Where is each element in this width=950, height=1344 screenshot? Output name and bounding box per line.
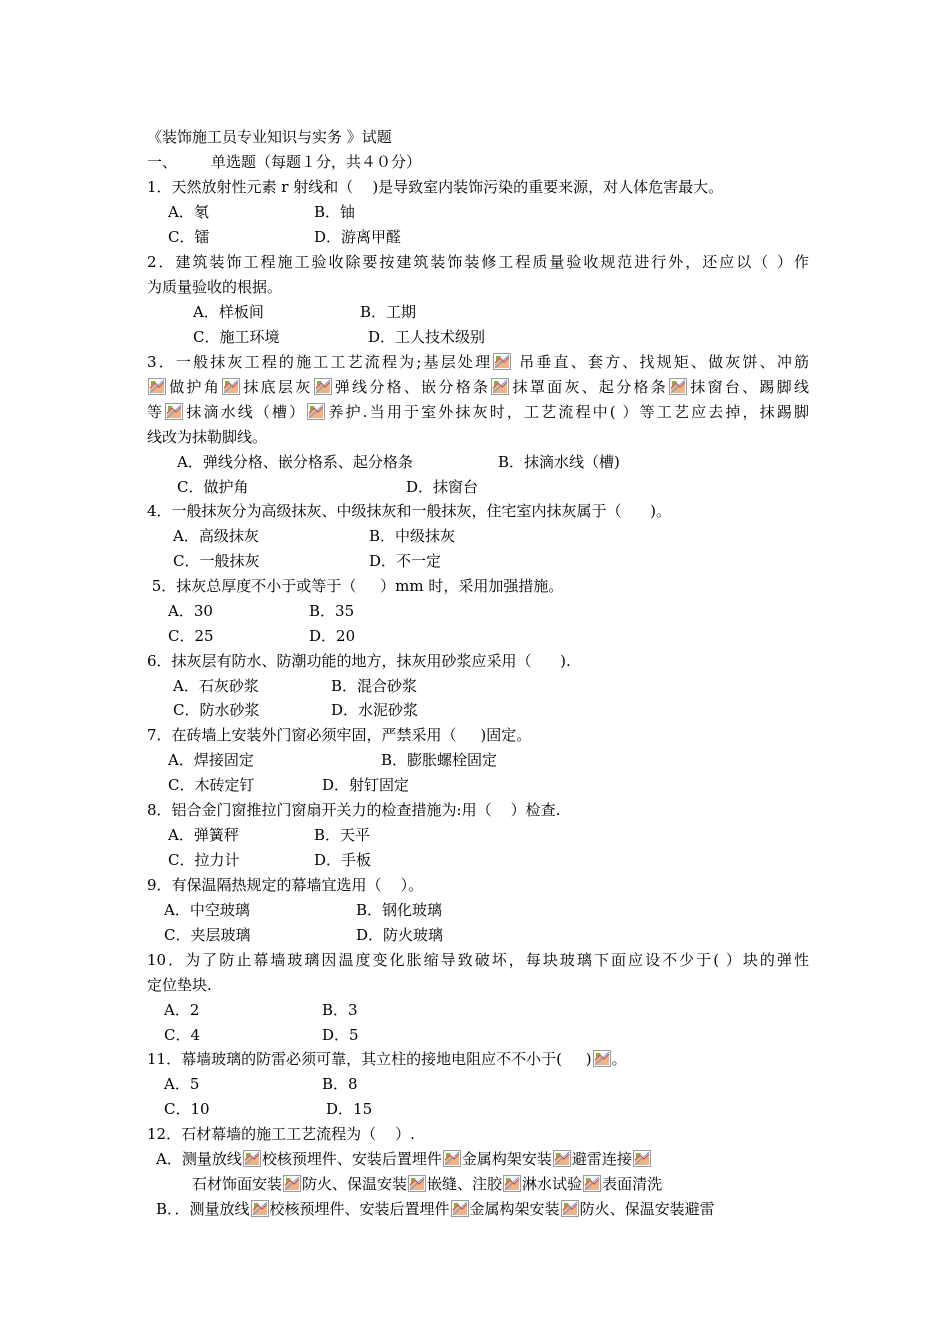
question-text: 10．为了防止幕墙玻璃因温度变化胀缩导致破坏，每块玻璃下面应设不少于( ）块的弹性 (147, 951, 809, 969)
question-text: 9．有保温隔热规定的幕墙宜选用（ ）。 (147, 876, 424, 894)
broken-image-icon (633, 1150, 651, 1167)
option-c: C．4 (164, 1026, 201, 1044)
option-c: C．施工环境 (193, 328, 280, 346)
section-heading (211, 152, 421, 172)
option-b: B．8 (322, 1075, 358, 1093)
section-text: 单选题（每题１分，共４０分） (211, 153, 422, 171)
option-d: D．工人技术级别 (368, 328, 486, 346)
option-b: B．钢化玻璃 (356, 901, 443, 919)
option-b: B．工期 (360, 303, 417, 321)
question-text: 。 (611, 1050, 627, 1068)
question-6 (147, 651, 571, 671)
broken-image-icon (408, 1175, 426, 1192)
option-a: A．5 (164, 1075, 200, 1093)
section-num: 一、 (147, 153, 178, 171)
option-c: C．一般抹灰 (173, 552, 260, 570)
option-d: D．射钉固定 (322, 776, 410, 794)
option-c: C．10 (164, 1100, 210, 1118)
option-a: A．中空玻璃 (164, 901, 250, 919)
question-12 (147, 1124, 415, 1144)
option-a: A．氡 (168, 203, 209, 221)
question-text: 12．石材幕墙的施工工艺流程为（ ）. (147, 1125, 415, 1143)
question-text: 3．一般抹灰工程的施工工艺流程为;基层处理 (147, 353, 493, 371)
question-text: 养护.当用于室外抹灰时，工艺流程中( ）等工艺应去掉，抹踢脚 (326, 403, 809, 421)
option-d: D．水泥砂浆 (331, 701, 419, 719)
question-1 (147, 177, 723, 197)
process-step: 抹窗台、踢脚线 (688, 378, 809, 396)
question-10-cont (147, 975, 212, 995)
option-a: A．样板间 (193, 303, 264, 321)
process-step: 表面清洗 (602, 1175, 663, 1193)
question-text: 线改为抹勒脚线。 (147, 428, 268, 446)
process-step: 嵌缝、注胶 (427, 1175, 503, 1193)
option-d: D．15 (326, 1100, 373, 1118)
option-b: B．膨胀螺栓固定 (381, 751, 498, 769)
process-step: 校核预埋件、安装后置埋件 (261, 1150, 442, 1168)
question-text: 5．抹灰总厚度不小于或等于（ ）mm 时，采用加强措施。 (147, 577, 564, 595)
broken-image-icon (222, 378, 240, 395)
broken-image-icon (561, 1200, 579, 1217)
option-a: A．弹簧秤 (168, 826, 239, 844)
broken-image-icon (669, 378, 687, 395)
process-step: 淋水试验 (522, 1175, 583, 1193)
option-a: A．30 (168, 602, 213, 620)
option-b: B．中级抹灰 (369, 527, 456, 545)
option-b: B．天平 (314, 826, 371, 844)
question-2-cont (147, 277, 282, 297)
option-c: C．镭 (168, 228, 210, 246)
broken-image-icon (165, 403, 183, 420)
question-text: 等 (147, 403, 165, 421)
process-step: 金属构架安装 (461, 1150, 552, 1168)
broken-image-icon (443, 1150, 461, 1167)
option-a: A．石灰砂浆 (173, 677, 259, 695)
process-step: 校核预埋件、安装后置埋件 (269, 1200, 450, 1218)
option-a: A．焊接固定 (168, 751, 254, 769)
question-2 (147, 252, 809, 272)
option-b: B．35 (309, 602, 355, 620)
question-9 (147, 875, 423, 895)
option-b: B．混合砂浆 (331, 677, 418, 695)
question-text: 4．一般抹灰分为高级抹灰、中级抹灰和一般抹灰，住宅室内抹灰属于（ )。 (147, 502, 672, 520)
process-step: 弹线分格、嵌分格条 (332, 378, 491, 396)
question-7 (147, 725, 531, 745)
option-d: D．手板 (314, 851, 372, 869)
question-text: 1．天然放射性元素 r 射线和（ )是导致室内装饰污染的重要来源，对人体危害最大。 (147, 178, 724, 196)
broken-image-icon (451, 1200, 469, 1217)
option-c: C．防水砂浆 (173, 701, 260, 719)
option-c: C．25 (168, 627, 214, 645)
broken-image-icon (491, 378, 509, 395)
process-step: B．．测量放线 (156, 1200, 250, 1218)
title-text: 《装饰施工员专业知识与实务 》试题 (147, 128, 392, 146)
document-title (147, 127, 392, 147)
option-a: A．2 (164, 1001, 200, 1019)
broken-image-icon (307, 403, 325, 420)
option-d: D．防火玻璃 (356, 926, 444, 944)
question-4 (147, 501, 671, 521)
broken-image-icon (493, 353, 511, 370)
question-text: 11．幕墙玻璃的防雷必须可靠，其立柱的接地电阻应不不小于( ) (147, 1050, 592, 1068)
option-a-line1 (156, 1149, 652, 1169)
question-5 (147, 576, 563, 596)
question-3-line4 (147, 427, 267, 447)
option-d: D．20 (309, 627, 356, 645)
question-text: 7．在砖墙上安装外门窗必须牢固，严禁采用（ )固定。 (147, 726, 532, 744)
broken-image-icon (553, 1150, 571, 1167)
option-a-line2 (192, 1174, 662, 1194)
option-c: C．木砖定钉 (168, 776, 255, 794)
question-11 (147, 1049, 627, 1069)
question-3-line3 (147, 402, 809, 422)
question-3-line2 (147, 377, 809, 397)
broken-image-icon (243, 1150, 261, 1167)
question-8 (147, 800, 560, 820)
process-step: 抹罩面灰、起分格条 (510, 378, 669, 396)
option-b: B．铀 (314, 203, 356, 221)
option-d: D．抹窗台 (406, 478, 479, 496)
section-number (147, 152, 177, 172)
option-c: C．夹层玻璃 (164, 926, 251, 944)
option-c: C．做护角 (177, 478, 249, 496)
broken-image-icon (503, 1175, 521, 1192)
question-10 (147, 950, 809, 970)
process-step: 做护角 (167, 378, 222, 396)
broken-image-icon (283, 1175, 301, 1192)
process-step: 金属构架安装 (469, 1200, 560, 1218)
process-step: A．测量放线 (156, 1150, 242, 1168)
question-3 (147, 352, 809, 372)
broken-image-icon (593, 1050, 611, 1067)
question-text: 2．建筑装饰工程施工验收除要按建筑装饰装修工程质量验收规范进行外，还应以（ ）作 (147, 253, 809, 271)
option-d: D．游离甲醛 (314, 228, 402, 246)
process-step: 避雷连接 (571, 1150, 632, 1168)
option-a: A．弹线分格、嵌分格系、起分格条 (177, 453, 413, 471)
question-text: 为质量验收的根据。 (147, 278, 283, 296)
option-d: D．不一定 (369, 552, 442, 570)
process-step: 防火、保温安装避雷 (579, 1200, 715, 1218)
process-step: 石材饰面安装 (192, 1175, 283, 1193)
broken-image-icon (148, 378, 166, 395)
question-text: 8．铝合金门窗推拉门窗扇开关力的检查措施为:用（ ）检查. (147, 801, 561, 819)
question-text: 吊垂直、套方、找规矩、做灰饼、冲筋 (512, 353, 809, 371)
broken-image-icon (314, 378, 332, 395)
process-step: 抹底层灰 (241, 378, 313, 396)
option-b-line1 (156, 1199, 715, 1219)
option-d: D．5 (322, 1026, 359, 1044)
question-text: 定位垫块. (147, 976, 212, 994)
option-b: B．3 (322, 1001, 358, 1019)
option-c: C．拉力计 (168, 851, 240, 869)
question-text: 6．抹灰层有防水、防潮功能的地方，抹灰用砂浆应采用（ ). (147, 652, 571, 670)
broken-image-icon (583, 1175, 601, 1192)
option-b: B．抹滴水线（槽) (498, 453, 620, 471)
broken-image-icon (251, 1200, 269, 1217)
process-step: 抹滴水线（槽） (184, 403, 307, 421)
process-step: 防火、保温安装 (302, 1175, 408, 1193)
option-a: A．高级抹灰 (173, 527, 259, 545)
